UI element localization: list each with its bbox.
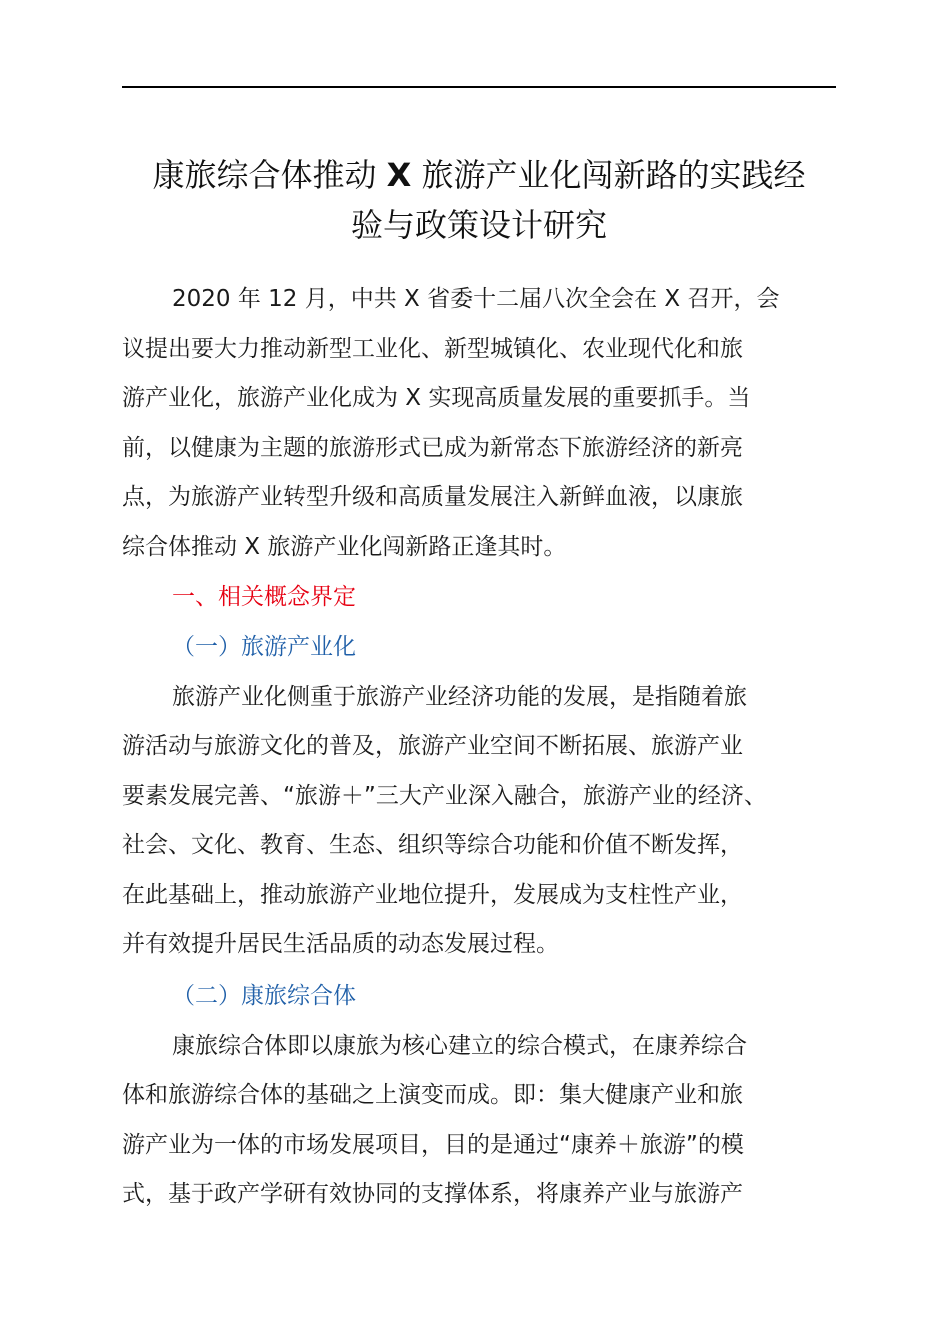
paragraph-3-line-1: 康旅综合体即以康旅为核心建立的综合模式，在康养综合: [172, 1033, 747, 1059]
paragraph-2-line-6: 并有效提升居民生活品质的动态发展过程。: [122, 931, 559, 957]
paragraph-3-line-4: 式，基于政产学研有效协同的支撑体系，将康养产业与旅游产: [122, 1181, 743, 1207]
paragraph-3-line-2: 体和旅游综合体的基础之上演变而成。即：集大健康产业和旅: [122, 1082, 743, 1108]
paragraph-2-line-4: 社会、文化、教育、生态、组织等综合功能和价值不断发挥，: [122, 832, 743, 858]
document-title: [122, 150, 836, 250]
section-1-heading: 一、相关概念界定: [172, 584, 356, 610]
title-text-part-2: X: [386, 156, 412, 194]
paragraph-1-line-2: 议提出要大力推动新型工业化、新型城镇化、农业现代化和旅: [122, 336, 743, 362]
title-text-part-3: 旅游产业化闯新路的实践经: [421, 156, 806, 194]
paragraph-3-line-3: 游产业为一体的市场发展项目，目的是通过“康养＋旅游”的模: [122, 1132, 744, 1158]
paragraph-2-line-3: 要素发展完善、“旅游＋”三大产业深入融合，旅游产业的经济、: [122, 783, 767, 809]
paragraph-2-line-5: 在此基础上，推动旅游产业地位提升，发展成为支柱性产业，: [122, 882, 743, 908]
paragraph-1-line-4: 前，以健康为主题的旅游形式已成为新常态下旅游经济的新亮: [122, 435, 743, 461]
subsection-2-heading: （二）康旅综合体: [172, 983, 356, 1009]
paragraph-1-line-6: 综合体推动 X 旅游产业化闯新路正逢其时。: [122, 534, 567, 560]
paragraph-2-line-2: 游活动与旅游文化的普及，旅游产业空间不断拓展、旅游产业: [122, 733, 743, 759]
paragraph-1-line-5: 点，为旅游产业转型升级和高质量发展注入新鲜血液，以康旅: [122, 484, 743, 510]
title-line-1: [122, 150, 836, 200]
title-text-part-1: 康旅综合体推动: [152, 156, 377, 194]
paragraph-1-line-3: 游产业化，旅游产业化成为 X 实现高质量发展的重要抓手。当: [122, 385, 751, 411]
title-line-2: 验与政策设计研究: [350, 206, 607, 244]
subsection-1-heading: （一）旅游产业化: [172, 634, 356, 660]
paragraph-2-line-1: 旅游产业化侧重于旅游产业经济功能的发展，是指随着旅: [172, 684, 747, 710]
paragraph-1-line-1: 2020 年 12 月，中共 X 省委十二届八次全会在 X 召开，会: [172, 286, 780, 312]
header-rule: [122, 86, 836, 88]
